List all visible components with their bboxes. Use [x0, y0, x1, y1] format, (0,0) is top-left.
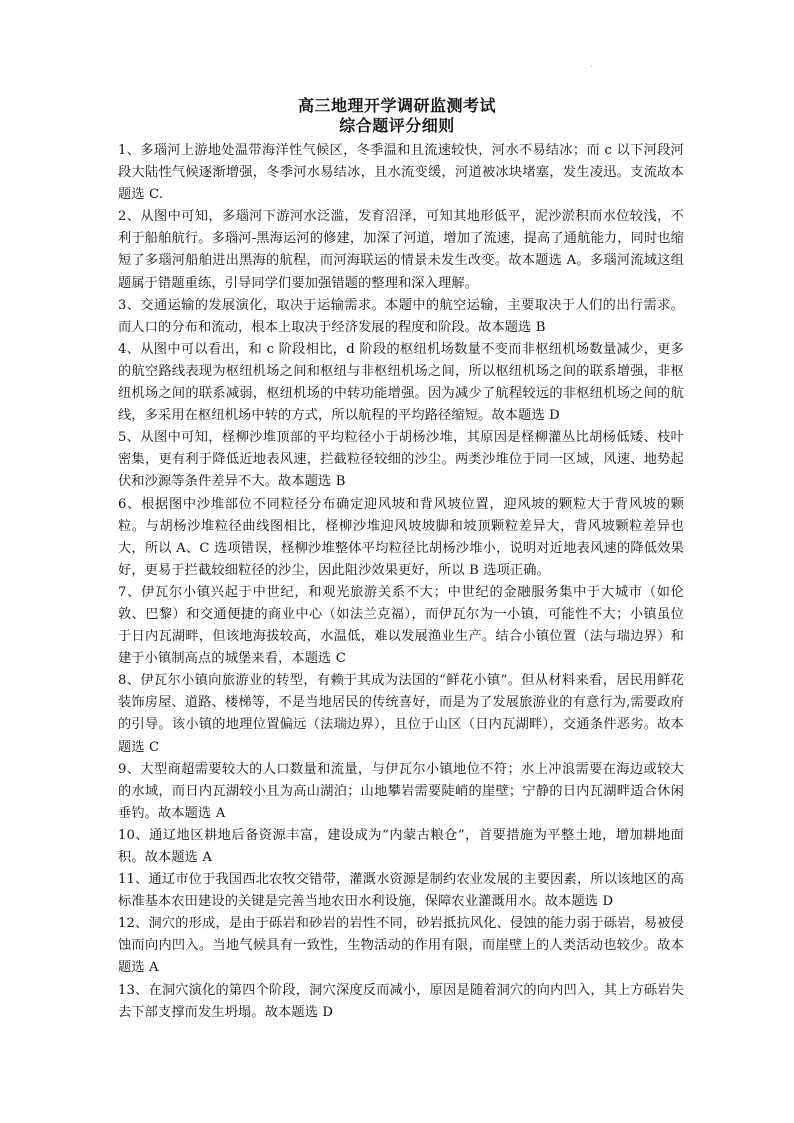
answer-item-9: 9、大型商超需要较大的人口数量和流量，与伊瓦尔小镇地位不符；水上冲浪需要在海边或较大的水域，而日内瓦湖较小且为高山湖泊；山地攀岩需要陡峭的崖壁；宁静的日内瓦湖畔适合休闲垂钓。故本题选 A — [118, 761, 684, 821]
title-block — [0, 96, 794, 136]
answer-item-11: 11、通辽市位于我国西北农牧交错带，灌溉水资源是制约农业发展的主要因素，所以该地区的高标准基本农田建设的关键是完善当地农田水利设施，保障农业灌溉用水。故本题选 D — [118, 872, 684, 910]
answer-item-2: 2、从图中可知，多瑙河下游河水泛滥，发育沼泽，可知其地形低平，泥沙淤积而水位较浅，不利于船舶航行。多瑙河-黑海运河的修建，加深了河道，增加了流速，提高了通航能力，同时也缩短了多瑙河船舶进出黑海的航程，而河海联运的情景未发生改变。故本题选 A。多瑙河流域这组题属于错题重练，引导同学们要加强错题的整理和深入理解。 — [118, 209, 684, 291]
answer-item-12: 12、洞穴的形成，是由于砾岩和砂岩的岩性不同，砂岩抵抗风化、侵蚀的能力弱于砾岩，易被侵蚀而向内凹入。当地气候具有一致性，生物活动的作用有限，而崖壁上的人类活动也较少。故本题选 A — [118, 916, 684, 976]
answer-item-6: 6、根据图中沙堆部位不同粒径分布确定迎风坡和背风坡位置，迎风坡的颗粒大于背风坡的颗粒。与胡杨沙堆粒径曲线图相比，柽柳沙堆迎风坡坡脚和坡顶颗粒差异大，背风坡颗粒差异也大，所以 A、C 选项错误，柽柳沙堆整体平均粒径比胡杨沙堆小，说明对近地表风速的降低效果好，更易于拦截较细粒径的沙尘，因此阻沙效果更好，所以 B 选项正确。 — [118, 496, 684, 578]
document-title: 高三地理开学调研监测考试 — [297, 96, 496, 115]
answer-item-3: 3、交通运输的发展演化，取决于运输需求。本题中的航空运输，主要取决于人们的出行需求。而人口的分布和流动，根本上取决于经济发展的程度和阶段。故本题选 B — [118, 297, 684, 335]
answer-item-8: 8、伊瓦尔小镇向旅游业的转型，有赖于其成为法国的“鲜花小镇”。但从材料来看，居民用鲜花装饰房屋、道路、楼梯等，不是当地居民的传统喜好，而是为了发展旅游业的有意行为,需要政府的引导。该小镇的地理位置偏远（法瑞边界），且位于山区（日内瓦湖畔），交通条件恶劣。故本题选 C — [118, 673, 684, 755]
header-mark: · — [590, 62, 593, 71]
answer-item-1: 1、多瑙河上游地处温带海洋性气候区，冬季温和且流速较快，河水不易结冰；而 c 以下河段河段大陆性气候逐渐增强，冬季河水易结冰，且水流变缓，河道被冰块堵塞，发生凌迅。支流故本题选 C. — [118, 143, 684, 203]
document-subtitle: 综合题评分细则 — [339, 116, 455, 135]
answer-item-13: 13、在洞穴演化的第四个阶段，洞穴深度反而减小，原因是随着洞穴的向内凹入，其上方砾岩失去下部支撑而发生坍塌。故本题选 D — [118, 982, 684, 1020]
answer-item-4: 4、从图中可以看出，和 c 阶段相比，d 阶段的枢纽机场数量不变而非枢纽机场数量减少，更多的航空路线表现为枢纽机场之间和枢纽与非枢纽机场之间，所以枢纽机场之间的联系增强，非枢纽机场之间的联系减弱，枢纽机场的中转功能增强。因为减少了航程较远的非枢纽机场之间的航线，多采用在枢纽机场中转的方式，所以航程的平均路径缩短。故本题选 D — [118, 341, 684, 424]
answer-explanations — [118, 140, 684, 1024]
answer-item-5: 5、从图中可知，柽柳沙堆顶部的平均粒径小于胡杨沙堆，其原因是柽柳灌丛比胡杨低矮、枝叶密集，更有利于降低近地表风速，拦截粒径较细的沙尘。两类沙堆位于同一区域，风速、地势起伏和沙源等条件差异不大。故本题选 B — [118, 430, 684, 490]
answer-item-7: 7、伊瓦尔小镇兴起于中世纪，和观光旅游关系不大；中世纪的金融服务集中于大城市（如伦敦、巴黎）和交通便捷的商业中心（如法兰克福），而伊瓦尔为一小镇，可能性不大；小镇虽位于日内瓦湖畔，但该地海拔较高，水温低，难以发展渔业生产。结合小镇位置（法与瑞边界）和建于小镇制高点的城堡来看，本题选 C — [118, 584, 684, 667]
answer-item-10: 10、通辽地区耕地后备资源丰富，建设成为“内蒙古粮仓”，首要措施为平整土地，增加耕地面积。故本题选 A — [118, 827, 684, 865]
